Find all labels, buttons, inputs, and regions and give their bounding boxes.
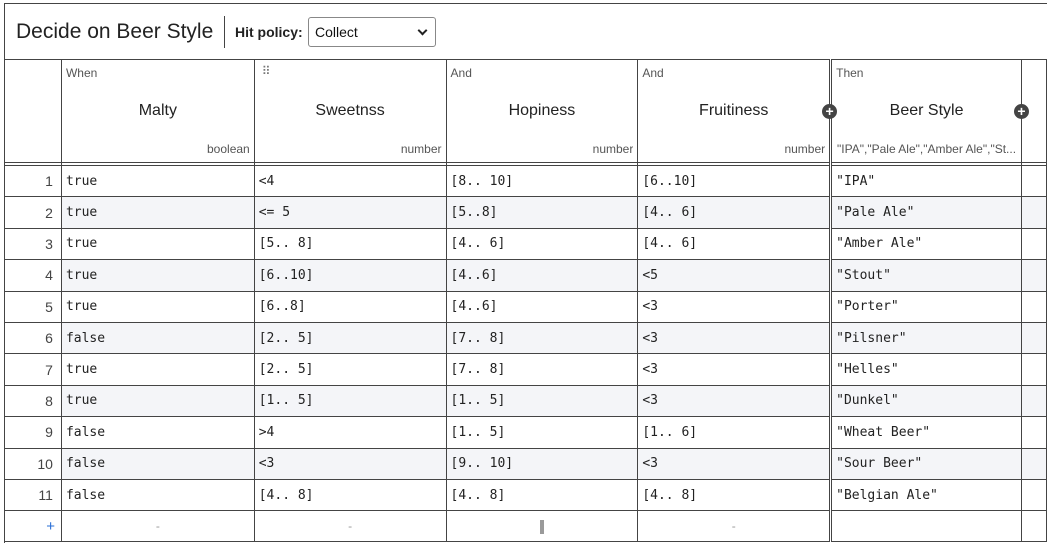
new-output-cell[interactable]	[831, 511, 1022, 542]
table-row	[5, 291, 1047, 322]
column-label[interactable]: Malty	[138, 102, 177, 119]
output-cell[interactable]: "Amber Ale"	[831, 228, 1022, 259]
column-label[interactable]: Sweetnss	[315, 102, 385, 119]
input-cell[interactable]: [4..6]	[446, 291, 638, 322]
input-cell[interactable]: [9.. 10]	[446, 448, 638, 479]
input-cell[interactable]: [4..6]	[446, 260, 638, 291]
column-type[interactable]: number	[784, 142, 826, 156]
new-annotation-cell[interactable]	[1022, 511, 1047, 542]
input-cell[interactable]: [1.. 5]	[446, 417, 638, 448]
column-type[interactable]: "IPA","Pale Ale","Amber Ale","St...	[837, 142, 1017, 156]
input-cell[interactable]: true	[61, 228, 254, 259]
input-cell[interactable]: false	[61, 322, 254, 353]
output-cell[interactable]: "Sour Beer"	[831, 448, 1022, 479]
decision-table-title[interactable]: Decide on Beer Style	[16, 20, 214, 43]
rule-index: 3	[5, 228, 62, 259]
output-cell[interactable]: "Helles"	[831, 354, 1022, 385]
annotation-cell[interactable]	[1022, 417, 1047, 448]
table-row	[5, 166, 1047, 197]
input-cell[interactable]: <= 5	[254, 197, 446, 228]
table-row	[5, 479, 1047, 510]
input-cell[interactable]: false	[61, 479, 254, 510]
input-column-sweetnss[interactable]	[254, 60, 446, 163]
index-header	[5, 60, 62, 163]
input-column-hopiness[interactable]	[446, 60, 638, 163]
table-row	[5, 197, 1047, 228]
input-cell[interactable]: [4.. 8]	[638, 479, 831, 510]
input-cell[interactable]: <4	[254, 166, 446, 197]
input-cell[interactable]: [5..8]	[446, 197, 638, 228]
input-cell[interactable]: [1.. 5]	[446, 385, 638, 416]
table-row	[5, 417, 1047, 448]
decision-table-header	[4, 3, 1047, 60]
input-cell[interactable]: [4.. 6]	[446, 228, 638, 259]
chevron-down-icon	[418, 26, 428, 36]
rule-index: 10	[5, 448, 62, 479]
new-cell-placeholder[interactable]: -	[61, 511, 254, 542]
input-cell[interactable]: [7.. 8]	[446, 322, 638, 353]
input-cell[interactable]: true	[61, 197, 254, 228]
table-row	[5, 228, 1047, 259]
rule-index: 4	[5, 260, 62, 291]
annotation-cell[interactable]	[1022, 479, 1047, 510]
input-cell[interactable]: [6..8]	[254, 291, 446, 322]
hit-policy-label: Hit policy:	[235, 24, 303, 40]
input-cell[interactable]: <3	[638, 322, 831, 353]
annotation-cell[interactable]	[1022, 197, 1047, 228]
input-cell[interactable]: false	[61, 417, 254, 448]
column-label[interactable]: Hopiness	[508, 102, 576, 119]
table-row	[5, 322, 1047, 353]
input-cell[interactable]: true	[61, 291, 254, 322]
input-cell[interactable]: true	[61, 385, 254, 416]
header-divider	[224, 16, 225, 48]
input-cell[interactable]: <3	[638, 448, 831, 479]
table-row	[5, 385, 1047, 416]
input-cell[interactable]: [2.. 5]	[254, 354, 446, 385]
rule-index: 2	[5, 197, 62, 228]
input-cell[interactable]: [1.. 5]	[254, 385, 446, 416]
annotation-cell[interactable]	[1022, 354, 1047, 385]
input-cell[interactable]: true	[61, 166, 254, 197]
input-cell[interactable]: <3	[638, 291, 831, 322]
column-type[interactable]: number	[400, 142, 442, 156]
hit-policy-select[interactable]	[308, 17, 436, 47]
input-cell[interactable]: true	[61, 354, 254, 385]
drag-handle-icon[interactable]: ⠿	[261, 64, 270, 78]
rule-index: 7	[5, 354, 62, 385]
rule-index: 8	[5, 385, 62, 416]
annotation-cell[interactable]	[1022, 166, 1047, 197]
input-cell[interactable]: [1.. 6]	[638, 417, 831, 448]
add-input-column-icon[interactable]: +	[822, 104, 837, 119]
column-type[interactable]: boolean	[207, 142, 250, 156]
input-cell[interactable]: true	[61, 260, 254, 291]
output-cell[interactable]: "Pale Ale"	[831, 197, 1022, 228]
decision-table	[4, 59, 1047, 542]
input-cell[interactable]: [4.. 8]	[446, 479, 638, 510]
output-cell[interactable]: "Dunkel"	[831, 385, 1022, 416]
hit-policy-value: Collect	[315, 24, 358, 40]
add-rule-row[interactable]	[5, 511, 1047, 542]
input-cell[interactable]: [4.. 6]	[638, 197, 831, 228]
output-cell[interactable]: "Porter"	[831, 291, 1022, 322]
column-keyword: When	[65, 66, 98, 80]
output-cell[interactable]: "Wheat Beer"	[831, 417, 1022, 448]
rule-index: 9	[5, 417, 62, 448]
table-row	[5, 448, 1047, 479]
output-cell[interactable]: "Belgian Ale"	[831, 479, 1022, 510]
input-column-malty[interactable]	[61, 60, 254, 163]
input-cell[interactable]: <5	[638, 260, 831, 291]
column-type[interactable]: number	[592, 142, 634, 156]
output-cell[interactable]: "Pilsner"	[831, 322, 1022, 353]
input-cell[interactable]: false	[61, 448, 254, 479]
output-cell[interactable]: "IPA"	[831, 166, 1022, 197]
annotation-cell[interactable]	[1022, 448, 1047, 479]
table-body	[5, 166, 1047, 511]
text-cursor-icon	[540, 520, 544, 534]
rule-index: 6	[5, 322, 62, 353]
input-cell[interactable]: [6..10]	[638, 166, 831, 197]
column-label[interactable]: Beer Style	[889, 102, 964, 119]
output-column-beer-style[interactable]	[831, 60, 1026, 163]
output-cell[interactable]: "Stout"	[831, 260, 1022, 291]
new-cell-placeholder[interactable]	[446, 511, 638, 542]
input-cell[interactable]: [6..10]	[254, 260, 446, 291]
input-column-fruitiness[interactable]	[638, 60, 834, 163]
add-output-column-icon[interactable]: +	[1014, 104, 1029, 119]
input-cell[interactable]: <3	[254, 448, 446, 479]
column-keyword: And	[450, 66, 472, 80]
table-row	[5, 354, 1047, 385]
table-row	[5, 260, 1047, 291]
column-keyword: And	[642, 66, 664, 80]
input-cell[interactable]: <3	[638, 354, 831, 385]
annotation-cell[interactable]	[1022, 385, 1047, 416]
input-cell[interactable]: >4	[254, 417, 446, 448]
column-keyword: Then	[836, 66, 864, 80]
rule-index: 5	[5, 291, 62, 322]
annotation-cell[interactable]	[1022, 260, 1047, 291]
new-cell-placeholder[interactable]: -	[638, 511, 831, 542]
table-header-row	[5, 60, 1047, 163]
rule-index: 11	[5, 479, 62, 510]
input-cell[interactable]: [7.. 8]	[446, 354, 638, 385]
annotation-cell[interactable]	[1022, 322, 1047, 353]
input-cell[interactable]: [8.. 10]	[446, 166, 638, 197]
annotation-cell[interactable]	[1022, 291, 1047, 322]
column-label[interactable]: Fruitiness	[699, 102, 769, 119]
new-cell-placeholder[interactable]: -	[254, 511, 446, 542]
input-cell[interactable]: [5.. 8]	[254, 228, 446, 259]
add-rule-button[interactable]: +	[5, 511, 62, 542]
rule-index: 1	[5, 166, 62, 197]
input-cell[interactable]: [4.. 8]	[254, 479, 446, 510]
input-cell[interactable]: [4.. 6]	[638, 228, 831, 259]
input-cell[interactable]: [2.. 5]	[254, 322, 446, 353]
annotation-cell[interactable]	[1022, 228, 1047, 259]
input-cell[interactable]: <3	[638, 385, 831, 416]
